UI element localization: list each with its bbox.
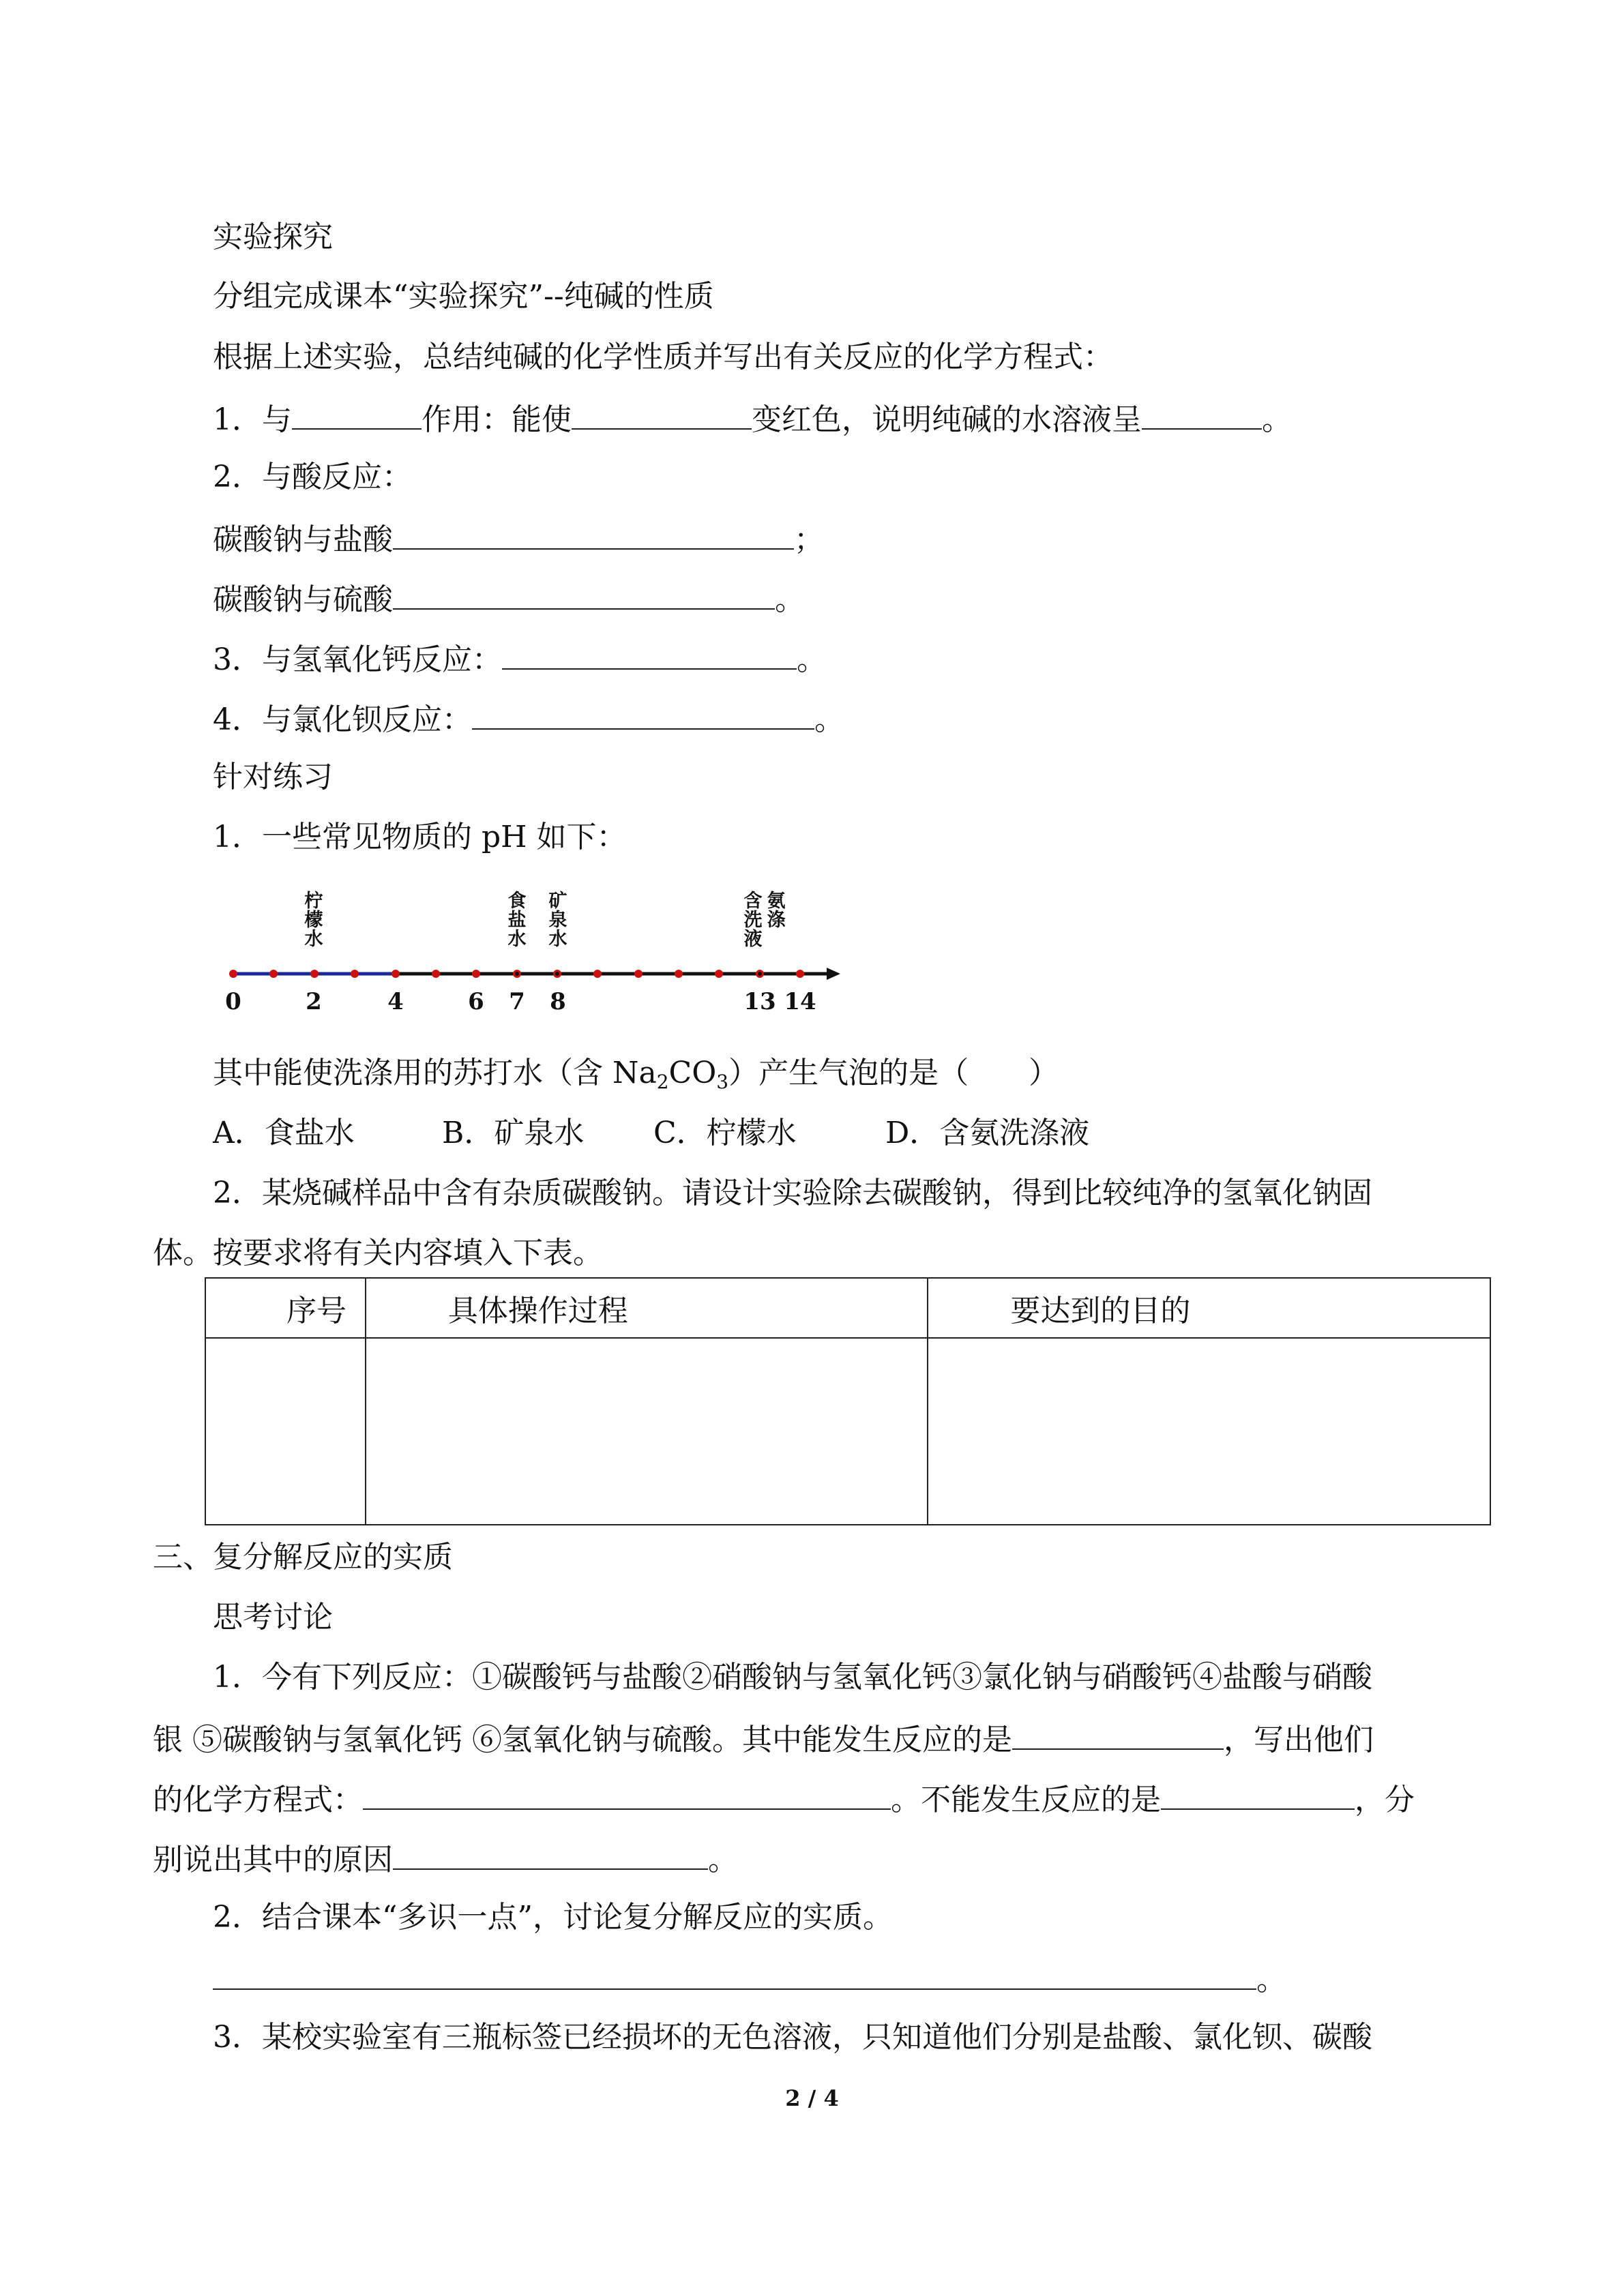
table-row	[205, 1338, 1490, 1525]
item2-h2so4-text: 碳酸钠与硫酸	[213, 582, 393, 617]
d1-blank-reason[interactable]	[393, 1837, 708, 1870]
table-cell-index[interactable]	[205, 1338, 366, 1525]
item3-end: 。	[797, 642, 827, 677]
q1-question-b: CO	[668, 1056, 717, 1090]
item1-line	[213, 397, 1292, 441]
q1-question	[213, 1053, 1059, 1103]
d1-line3-c: ，分	[1355, 1783, 1415, 1817]
ph-label-salt-2: 盐	[507, 910, 527, 931]
d1-line2	[153, 1717, 1374, 1761]
q1-option-b[interactable]: B．矿泉水	[442, 1116, 585, 1150]
item2-title: 2．与酸反应：	[213, 460, 412, 494]
table-header-procedure-text: 具体操作过程	[447, 1294, 628, 1328]
ph-label-salt-3: 水	[507, 929, 527, 950]
ph-label-mineral-2: 泉	[548, 910, 567, 931]
d2-blank[interactable]	[213, 1957, 1256, 1990]
d1-blank-noreact[interactable]	[1161, 1777, 1355, 1810]
ph-tick-7: 7	[509, 988, 525, 1015]
q1-question-a: 其中能使洗涤用的苏打水（含 Na	[213, 1056, 657, 1090]
practice-title: 针对练习	[213, 760, 333, 794]
item1-text-a: 1．与	[213, 402, 292, 437]
d1-line3-a: 的化学方程式：	[153, 1783, 363, 1817]
item2-h2so4-end: 。	[775, 582, 805, 617]
ph-label-lemon-1: 柠	[304, 891, 323, 912]
d1-line4-b: 。	[708, 1843, 738, 1877]
answer-table	[205, 1277, 1491, 1525]
ph-label-detergent-5: 涤	[767, 910, 786, 931]
item3-blank[interactable]	[502, 637, 797, 670]
d1-line4-a: 别说出其中的原因	[153, 1843, 393, 1877]
d1-line4	[153, 1837, 738, 1881]
ph-number-line	[218, 883, 846, 1019]
q1-option-a[interactable]: A．食盐水	[213, 1116, 355, 1150]
d2-answer-line	[213, 1957, 1286, 2001]
group-task-text: 分组完成课本“实验探究”--纯碱的性质	[213, 279, 714, 314]
ph-label-mineral-3: 水	[548, 929, 567, 950]
ph-label-detergent-2: 洗	[743, 910, 763, 931]
d1-line2-a: 银 ⑤碳酸钠与氢氧化钙 ⑥氢氧化钠与硫酸。其中能发生反应的是	[153, 1723, 1012, 1757]
ph-tick-14: 14	[784, 988, 816, 1015]
q1-sub-3: 3	[716, 1071, 729, 1093]
page-number: 2 / 4	[785, 2085, 839, 2111]
item2-h2so4-blank[interactable]	[393, 577, 775, 610]
table-header-index-text: 序号	[286, 1294, 346, 1328]
item1-text-c: 变红色，说明纯碱的水溶液呈	[752, 402, 1142, 437]
ph-label-detergent-4: 氨	[767, 891, 786, 912]
ph-tick-13: 13	[743, 988, 776, 1015]
d1-blank-react[interactable]	[1012, 1717, 1224, 1750]
q1-text: 1．一些常见物质的 pH 如下：	[213, 820, 627, 854]
ph-label-detergent-3: 液	[743, 929, 763, 950]
ph-label-salt-1: 食	[507, 891, 527, 912]
q1-sub-2: 2	[656, 1071, 669, 1093]
item1-blank-2[interactable]	[572, 397, 752, 430]
d1-line1: 1．今有下列反应：①碳酸钙与盐酸②硝酸钠与氢氧化钙③氯化钠与硝酸钙④盐酸与硝酸	[213, 1660, 1372, 1695]
item4-blank[interactable]	[472, 697, 814, 730]
item3-line	[213, 637, 827, 681]
d1-blank-equation[interactable]	[363, 1777, 891, 1810]
item2-h2so4-line	[213, 577, 805, 621]
ph-label-lemon-3: 水	[304, 929, 323, 950]
d2-end: 。	[1256, 1963, 1286, 1997]
table-cell-purpose[interactable]	[928, 1338, 1490, 1525]
item2-hcl-line	[213, 517, 824, 561]
q1-question-c: ）产生气泡的是（ ）	[728, 1056, 1059, 1090]
item2-hcl-text: 碳酸钠与盐酸	[213, 522, 393, 557]
table-header-purpose	[928, 1278, 1490, 1338]
ph-label-detergent-1: 含	[743, 891, 763, 912]
think-title: 思考讨论	[213, 1600, 333, 1635]
d3-text: 3．某校实验室有三瓶标签已经损坏的无色溶液，只知道他们分别是盐酸、氯化钡、碳酸	[213, 2020, 1372, 2055]
table-cell-procedure[interactable]	[366, 1338, 928, 1525]
table-header-purpose-text: 要达到的目的	[1010, 1294, 1191, 1328]
summary-intro-text: 根据上述实验，总结纯碱的化学性质并写出有关反应的化学方程式：	[213, 340, 1113, 374]
ph-tick-0: 0	[225, 988, 241, 1015]
d1-line2-b: ，写出他们	[1223, 1723, 1374, 1757]
table-header-row	[205, 1278, 1490, 1338]
arrow-head-icon	[827, 968, 840, 980]
q1-option-c[interactable]: C．柠檬水	[653, 1116, 797, 1150]
section3-title: 三、复分解反应的实质	[153, 1540, 453, 1575]
item1-text-b: 作用：能使	[422, 402, 572, 437]
d2-text: 2．结合课本“多识一点”，讨论复分解反应的实质。	[213, 1900, 893, 1935]
table-header-procedure	[366, 1278, 928, 1338]
section-experiment-title: 实验探究	[213, 220, 333, 254]
ph-label-mineral-1: 矿	[548, 891, 567, 912]
item4-text: 4．与氯化钡反应：	[213, 702, 472, 737]
q1-option-d[interactable]: D．含氨洗涤液	[885, 1116, 1090, 1150]
item1-blank-3[interactable]	[1142, 397, 1262, 430]
item4-line	[213, 697, 844, 741]
item3-text: 3．与氢氧化钙反应：	[213, 642, 502, 677]
ph-label-lemon-2: 檬	[304, 910, 323, 931]
d1-line3	[153, 1777, 1415, 1821]
ph-tick-2: 2	[306, 988, 322, 1015]
ph-tick-8: 8	[550, 988, 566, 1015]
table-header-index	[205, 1278, 366, 1338]
d1-line3-b: 。不能发生反应的是	[891, 1783, 1161, 1817]
q2-line1: 2．某烧碱样品中含有杂质碳酸钠。请设计实验除去碳酸钠，得到比较纯净的氢氧化钠固	[213, 1176, 1372, 1210]
q2-line2: 体。按要求将有关内容填入下表。	[153, 1236, 603, 1270]
ph-tick-6: 6	[468, 988, 484, 1015]
ph-tick-4: 4	[387, 988, 404, 1015]
item4-end: 。	[814, 702, 844, 737]
item2-hcl-end: ；	[794, 522, 824, 557]
item2-hcl-blank[interactable]	[393, 517, 794, 550]
item1-text-d: 。	[1262, 402, 1292, 437]
item1-blank-1[interactable]	[292, 397, 422, 430]
